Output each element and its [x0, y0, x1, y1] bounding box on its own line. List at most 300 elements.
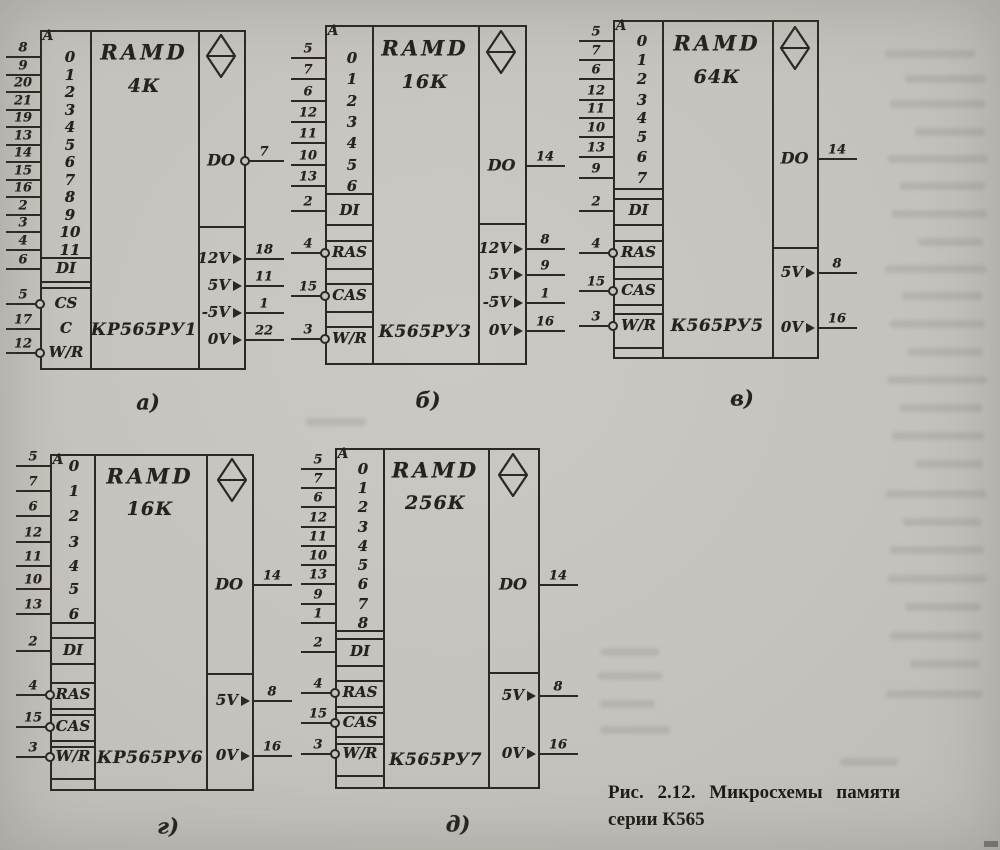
pin-number: 9 [591, 161, 601, 177]
inversion-circle-icon [320, 334, 330, 344]
pin-line [16, 588, 50, 590]
address-bit: 5 [346, 156, 358, 174]
pin-line [254, 700, 292, 702]
bleed-through-noise [892, 210, 987, 218]
pin-number: 1 [540, 286, 550, 302]
pin-number: 1 [313, 606, 323, 622]
device-type-label: RAMD [100, 39, 188, 65]
pin-number: 8 [540, 232, 550, 248]
pin-line [246, 160, 284, 162]
control-label: RAS [342, 683, 378, 701]
pin-line [16, 541, 50, 543]
pin-line [16, 565, 50, 567]
address-bit: 1 [64, 65, 76, 84]
diagram-letter: г) [157, 813, 179, 839]
address-bit: 2 [68, 507, 80, 525]
address-bit: 5 [64, 135, 76, 154]
address-group-label: A [327, 23, 339, 39]
bleed-through-noise [915, 460, 983, 468]
box-divider [325, 326, 372, 328]
bleed-through-noise [902, 292, 982, 300]
bleed-through-noise [888, 575, 986, 583]
pin-number: 12 [298, 105, 318, 121]
capacity-label: 16К [126, 498, 174, 520]
inversion-circle-icon [608, 248, 618, 258]
pin-number: 7 [313, 471, 323, 487]
address-bit: 4 [68, 557, 80, 575]
pin-number: 21 [13, 93, 33, 108]
inversion-circle-icon [608, 286, 618, 296]
pin-line [527, 274, 565, 276]
diagram-letter: д) [445, 811, 471, 837]
pin-line [579, 136, 613, 138]
ram-symbol-icon [206, 34, 236, 78]
pin-number: 10 [308, 548, 328, 564]
pin-number: 5 [303, 41, 313, 57]
power-label: 0V [488, 321, 511, 339]
pin-line [16, 650, 50, 652]
device-type-label: RAMD [106, 463, 194, 489]
address-bit: 9 [64, 205, 76, 224]
bleed-through-noise [915, 128, 985, 136]
address-bit: 1 [346, 70, 358, 88]
power-label: 5V [501, 686, 524, 704]
power-label: 0V [207, 330, 230, 348]
bleed-through-noise [908, 348, 983, 356]
pin-number: 8 [553, 679, 563, 695]
box-divider [40, 281, 90, 283]
box-divider [50, 663, 94, 665]
column-divider [94, 454, 96, 789]
inversion-circle-icon [35, 348, 45, 358]
chip-outline [50, 789, 254, 791]
address-bit: 4 [346, 134, 358, 152]
control-label: CAS [332, 286, 367, 304]
address-bit: 6 [357, 575, 369, 593]
figure-caption-line2: серии К565 [608, 809, 705, 830]
address-group-label: A [42, 28, 54, 44]
pin-number: 4 [591, 236, 601, 252]
address-bit: 1 [636, 51, 648, 69]
address-bit: 11 [59, 240, 81, 259]
power-arrow-icon [233, 281, 242, 291]
control-label: W/R [55, 747, 91, 765]
box-divider [50, 740, 94, 742]
control-label: W/R [342, 744, 378, 762]
ram-symbol-icon [498, 453, 528, 497]
box-divider [50, 778, 94, 780]
pin-number: 10 [23, 572, 43, 588]
capacity-label: 64К [693, 66, 741, 88]
pin-line [579, 59, 613, 61]
power-arrow-icon [806, 323, 815, 333]
pin-number: 10 [586, 120, 606, 136]
pin-number: 8 [267, 684, 277, 700]
data-output-label: DO [215, 574, 243, 594]
address-bit: 3 [64, 100, 76, 119]
data-output-label: DO [487, 155, 516, 175]
pin-number: 22 [254, 323, 274, 339]
address-bit: 5 [68, 580, 80, 598]
power-arrow-icon [527, 749, 536, 759]
box-divider [50, 682, 94, 684]
box-divider [478, 223, 525, 225]
box-divider [613, 278, 662, 280]
pin-number: 14 [535, 149, 555, 165]
bleed-through-noise [905, 603, 981, 611]
bleed-through-noise [840, 758, 898, 766]
power-label: -5V [201, 303, 230, 321]
address-bit: 7 [64, 170, 76, 189]
box-divider [325, 224, 372, 226]
power-arrow-icon [241, 751, 250, 761]
pin-line [254, 755, 292, 757]
pin-line [301, 651, 335, 653]
address-bit: 1 [357, 479, 369, 497]
pin-line [301, 468, 335, 470]
address-bit: 3 [68, 533, 80, 551]
power-arrow-icon [233, 335, 242, 345]
chip-name: КР565РУ6 [96, 748, 204, 768]
data-output-label: DO [207, 150, 235, 170]
pin-line [540, 584, 578, 586]
box-divider [335, 638, 383, 640]
address-bit: 8 [357, 614, 369, 632]
pin-line [579, 40, 613, 42]
control-label: DI [62, 641, 84, 659]
chip-outline [817, 20, 819, 357]
power-arrow-icon [527, 691, 536, 701]
chip-name: К565РУ7 [389, 750, 482, 770]
pin-line [301, 506, 335, 508]
pin-number: 11 [298, 126, 318, 142]
pin-line [246, 312, 284, 314]
bleed-through-noise [890, 100, 985, 108]
power-arrow-icon [514, 270, 523, 280]
column-divider [372, 25, 374, 363]
pin-number: 8 [832, 256, 842, 272]
control-label: CS [54, 294, 78, 312]
pin-line [301, 564, 335, 566]
ram-symbol-icon [217, 458, 247, 502]
chip-outline [252, 454, 254, 789]
capacity-label: 4К [127, 75, 161, 97]
data-output-label: DO [780, 148, 809, 168]
box-divider [335, 665, 383, 667]
address-bit: 0 [346, 49, 358, 67]
pin-number: 5 [28, 449, 38, 465]
pin-line [254, 584, 292, 586]
address-bit: 3 [636, 91, 648, 109]
control-label: RAS [332, 243, 367, 261]
address-bit: 6 [68, 605, 80, 623]
pin-number: 12 [308, 510, 328, 526]
bleed-through-noise [600, 700, 655, 708]
address-bit: 2 [357, 498, 369, 516]
pin-number: 10 [298, 148, 318, 164]
power-label: 5V [207, 276, 230, 294]
pin-line [6, 268, 40, 270]
pin-number: 3 [28, 740, 38, 756]
bleed-through-noise [890, 320, 985, 328]
box-divider [206, 673, 252, 675]
control-label: CAS [621, 281, 656, 299]
column-divider [662, 20, 664, 357]
power-label: 5V [780, 263, 803, 281]
pin-number: 2 [28, 634, 38, 650]
inversion-circle-icon [35, 299, 45, 309]
box-divider [613, 224, 662, 226]
pin-number: 7 [303, 62, 313, 78]
bleed-through-noise [306, 418, 366, 426]
pin-number: 14 [262, 568, 282, 584]
pin-number: 14 [548, 568, 568, 584]
pin-line [301, 487, 335, 489]
box-divider [772, 247, 817, 249]
ram-symbol-icon [486, 30, 516, 74]
pin-number: 12 [13, 336, 33, 352]
column-divider [206, 454, 208, 789]
address-group-label: A [615, 18, 627, 34]
chip-name: К565РУ5 [670, 316, 764, 336]
pin-line [540, 753, 578, 755]
address-bit: 1 [68, 482, 80, 500]
box-divider [488, 672, 538, 674]
device-type-label: RAMD [391, 457, 480, 483]
pin-line [291, 78, 325, 80]
pin-line [301, 526, 335, 528]
pin-line [527, 248, 565, 250]
address-bit: 7 [357, 595, 369, 613]
pin-number: 13 [308, 567, 328, 583]
control-label: RAS [55, 685, 91, 703]
pin-line [579, 210, 613, 212]
bleed-through-noise [601, 648, 659, 656]
pin-line [819, 327, 857, 329]
address-bit: 6 [64, 153, 76, 171]
pin-line [579, 117, 613, 119]
inversion-circle-icon [330, 718, 340, 728]
box-divider [335, 680, 383, 682]
pin-number: 1 [259, 296, 269, 312]
inversion-circle-icon [320, 291, 330, 301]
power-arrow-icon [514, 326, 523, 336]
page-corner-mark [984, 841, 998, 847]
chip-outline [613, 357, 819, 359]
pin-number: 5 [591, 24, 601, 40]
box-divider [325, 311, 372, 313]
pin-number: 9 [540, 258, 550, 274]
chip-outline [244, 30, 246, 368]
pin-number: 3 [591, 309, 601, 325]
pin-line [819, 158, 857, 160]
pin-number: 7 [259, 144, 269, 160]
pin-number: 3 [313, 737, 323, 753]
address-bit: 4 [64, 118, 76, 136]
pin-line [16, 515, 50, 517]
column-divider [90, 30, 92, 368]
pin-number: 15 [13, 163, 33, 178]
pin-line [540, 695, 578, 697]
box-divider [613, 313, 662, 315]
pin-number: 7 [28, 474, 38, 490]
power-arrow-icon [806, 268, 815, 278]
chip-outline [613, 20, 819, 22]
power-arrow-icon [514, 244, 523, 254]
pin-line [16, 613, 50, 615]
pin-line [301, 545, 335, 547]
box-divider [50, 708, 94, 710]
pin-line [579, 177, 613, 179]
bleed-through-noise [903, 518, 981, 526]
inversion-circle-icon [45, 752, 55, 762]
data-output-label: DO [499, 574, 527, 594]
pin-line [301, 622, 335, 624]
pin-line [291, 185, 325, 187]
address-bit: 7 [636, 169, 648, 187]
bleed-through-noise [905, 75, 985, 83]
chip-outline [325, 25, 527, 27]
inversion-circle-icon [45, 690, 55, 700]
address-bit: 2 [346, 92, 358, 110]
power-arrow-icon [233, 308, 242, 318]
chip-outline [40, 368, 246, 370]
pin-line [301, 583, 335, 585]
column-divider [198, 30, 200, 368]
pin-number: 14 [13, 145, 33, 161]
pin-line [6, 249, 40, 251]
pin-number: 8 [18, 40, 28, 56]
address-bit: 4 [636, 109, 648, 127]
address-bit: 3 [346, 113, 358, 131]
chip-outline [335, 448, 540, 450]
power-arrow-icon [514, 298, 523, 308]
pin-number: 17 [13, 312, 33, 328]
pin-number: 11 [586, 101, 606, 117]
pin-number: 12 [23, 525, 43, 541]
chip-outline [525, 25, 527, 363]
address-bit: 2 [64, 83, 76, 101]
bleed-through-noise [887, 376, 987, 384]
diagram-letter: в) [730, 385, 754, 411]
inversion-circle-icon [45, 722, 55, 732]
control-label: DI [339, 201, 360, 219]
pin-line [527, 302, 565, 304]
pin-line [291, 142, 325, 144]
pin-number: 14 [827, 142, 847, 158]
pin-number: 16 [13, 180, 33, 196]
pin-number: 13 [23, 597, 43, 613]
address-bit: 4 [357, 537, 369, 555]
device-type-label: RAMD [381, 35, 469, 61]
pin-number: 2 [303, 194, 313, 210]
pin-number: 20 [13, 75, 33, 91]
pin-number: 16 [827, 311, 847, 327]
pin-number: 19 [13, 110, 33, 126]
bleed-through-noise [885, 50, 975, 58]
column-divider [772, 20, 774, 357]
address-group-label: A [52, 452, 64, 468]
control-label: CAS [55, 717, 91, 735]
capacity-label: 16К [401, 71, 449, 93]
pin-number: 5 [18, 287, 28, 303]
bleed-through-noise [910, 660, 980, 668]
pin-line [291, 210, 325, 212]
pin-line [291, 121, 325, 123]
pin-number: 2 [591, 194, 601, 210]
bleed-through-noise [886, 265, 986, 273]
bleed-through-noise [888, 155, 988, 163]
box-divider [198, 226, 244, 228]
pin-line [16, 490, 50, 492]
pin-number: 16 [262, 739, 282, 755]
power-label: 0V [780, 318, 803, 336]
chip-outline [538, 448, 540, 787]
chip-outline [40, 30, 42, 368]
pin-line [291, 100, 325, 102]
inversion-circle-icon [320, 248, 330, 258]
column-divider [478, 25, 480, 363]
pin-number: 15 [23, 710, 43, 726]
pin-number: 11 [23, 549, 43, 565]
pin-number: 15 [308, 706, 328, 722]
address-bit: 8 [64, 188, 76, 206]
ram-symbol-icon [780, 26, 810, 70]
control-label: DI [55, 259, 77, 277]
capacity-label: 256К [405, 492, 466, 514]
chip-outline [325, 363, 527, 365]
pin-number: 9 [18, 58, 28, 73]
control-label: RAS [621, 243, 656, 261]
pin-number: 11 [254, 269, 274, 285]
pin-number: 5 [313, 452, 323, 468]
box-divider [335, 775, 383, 777]
address-group-label: A [337, 446, 349, 462]
power-arrow-icon [233, 254, 242, 264]
control-label: W/R [48, 343, 84, 361]
control-label: W/R [621, 316, 656, 334]
address-bit: 5 [636, 128, 648, 146]
pin-line [16, 465, 50, 467]
bleed-through-noise [600, 726, 670, 734]
pin-number: 3 [18, 215, 28, 231]
address-bit: 0 [68, 457, 80, 475]
address-bit: 10 [59, 223, 81, 241]
control-label: DI [628, 201, 649, 219]
bleed-through-noise [900, 182, 985, 190]
pin-line [246, 339, 284, 341]
address-bit: 2 [636, 70, 648, 88]
inversion-circle-icon [240, 156, 250, 166]
bleed-through-noise [886, 690, 982, 698]
bleed-through-noise [598, 672, 662, 680]
chip-name: К565РУ3 [378, 322, 472, 342]
pin-number: 6 [303, 84, 313, 100]
pin-number: 13 [586, 140, 606, 156]
box-divider [335, 706, 383, 708]
address-bit: 6 [346, 177, 358, 195]
bleed-through-noise [892, 432, 984, 440]
box-divider [613, 266, 662, 268]
pin-line [246, 258, 284, 260]
pin-line [6, 328, 40, 330]
bleed-through-noise [890, 632, 982, 640]
column-divider [488, 448, 490, 787]
pin-number: 9 [313, 587, 323, 603]
power-label: 0V [215, 746, 238, 764]
box-divider [613, 304, 662, 306]
box-divider [613, 240, 662, 242]
